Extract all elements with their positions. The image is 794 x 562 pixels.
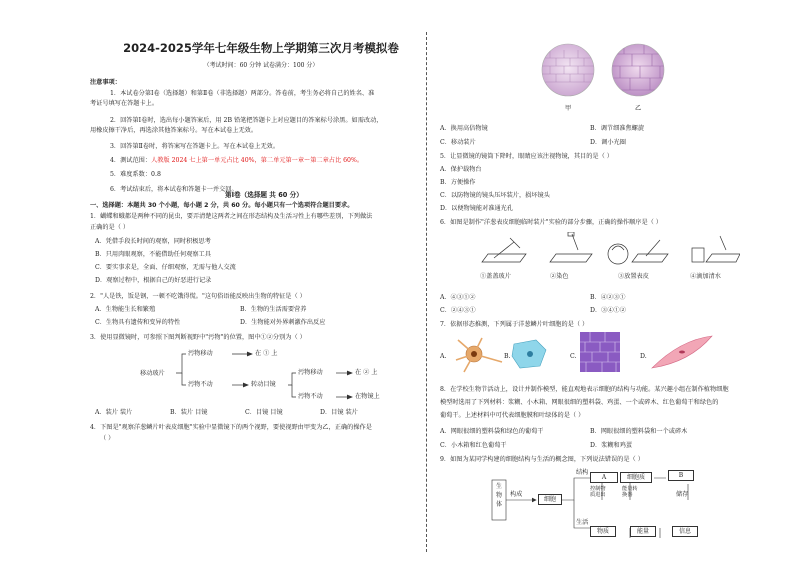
q8-stem-a: 8．在学校生物节活动上，设计并制作模型，能直观地表示细胞的结构与功能。某兴趣小组在制作植物细胞 xyxy=(440,386,729,393)
note-4-scope: 人教版 2024 七上第一单元占比 40%，第二单元第一章～第二章占比 60%。 xyxy=(151,157,364,164)
q7-option-b: B. xyxy=(504,353,511,360)
q1-option-a: A．凭借手段长时间的观察，同时积极思考 xyxy=(95,238,211,245)
q2-stem: 2．"人是铁，饭是钢，一顿不吃饿得慌。"这句俗语能反映出生物的特征是（ ） xyxy=(90,293,306,300)
q3-flow-result-3: 在物镜上 xyxy=(355,393,380,400)
q3-flow-still: 污物不动 xyxy=(188,381,213,388)
q3-option-d: D．目镜 装片 xyxy=(320,409,358,416)
q3-option-b: B．装片 目镜 xyxy=(170,409,208,416)
q9-matter: 物质 xyxy=(590,526,616,537)
q4-label-jia: 甲 xyxy=(565,105,572,112)
q7-onion-cells-image xyxy=(580,332,620,372)
q6-option-b: B．④②③① xyxy=(590,294,626,301)
q8-stem-c: 葡萄干。上述材料中可代表细胞膜和叶绿体的是（ ） xyxy=(440,412,585,419)
q9-power: 能量 xyxy=(630,526,656,537)
q9-node-b: B xyxy=(668,470,694,481)
q4-option-a: A．换用高倍物镜 xyxy=(440,125,488,132)
q5-option-a: A．保护载物台 xyxy=(440,166,482,173)
q7-option-a: A. xyxy=(440,353,447,360)
q6-label-4: ④滴加清水 xyxy=(690,273,721,280)
q2-option-a: A．生物能生长和繁殖 xyxy=(95,306,156,313)
q7-epithelial-image xyxy=(512,340,546,368)
q3-stem: 3．使用显微镜时，可参照下图判断视野中"污物"的位置，图中①②分别为（ ） xyxy=(90,334,306,341)
q2-option-b: B．生物的生活需要营养 xyxy=(240,306,307,313)
q3-flowchart xyxy=(140,345,380,405)
q9-constitute: 构成 xyxy=(510,491,523,498)
note-2b: 用橡皮擦干净后，再选涂其他答案标号。写在本试卷上无效。 xyxy=(90,127,258,134)
q4-option-d: D．调小光圈 xyxy=(590,139,626,146)
q6-stem: 6．如图是制作"洋葱表皮细胞临时装片"实验的部分步骤，正确的操作顺序是（ ） xyxy=(440,219,662,226)
q9-cell: 细胞 xyxy=(538,494,562,505)
q3-flow-result-1: 在 ① 上 xyxy=(255,350,278,357)
q1-stem-a: 1．蝴蝶和蛾都是两种不同的昆虫，要弄清楚这两者之间在形态结构及生活习性上有哪些差别，下列做法 xyxy=(90,213,373,220)
note-3: 3．回答第Ⅱ卷时，将答案写在答题卡上。写在本试卷上无效。 xyxy=(110,143,280,150)
q6-step-drawings xyxy=(480,232,740,272)
note-2a: 2．回答第Ⅰ卷时，选出每小题答案后，用 2B 铅笔把答题卡上对应题目的答案标号涂黑。如需改动， xyxy=(110,117,383,124)
q8-stem-b: 模型时选用了下列材料：浆糊、小木箱、网眼很细的塑料袋、鸡蛋、一个或碎木、红色葡萄干和绿色的 xyxy=(440,399,719,406)
q4-option-c: C．移动装片 xyxy=(440,139,476,146)
q3-option-c: C．目镜 目镜 xyxy=(245,409,283,416)
q6-option-a: A．④③①② xyxy=(440,294,476,301)
q9-energy: 能量转换器 xyxy=(622,486,638,498)
q3-flow-start: 移动玻片 xyxy=(140,370,165,377)
q9-node-membrane: 细胞质 xyxy=(620,472,652,483)
q2-option-c: C．生物具有遗传和变异的特性 xyxy=(95,319,181,326)
q5-stem: 5．让显微镜的镜筒下降时，眼睛应该注视物镜，其目的是（ ） xyxy=(440,153,613,160)
q5-option-d: D．以便物镜能对准通光孔 xyxy=(440,205,514,212)
note-1b: 考证号填写在答题卡上。 xyxy=(90,100,159,107)
notes-heading: 注意事项： xyxy=(90,79,121,86)
right-column xyxy=(440,0,765,562)
column-divider xyxy=(426,32,427,552)
q4-option-b: B．调节细准焦螺旋 xyxy=(590,125,645,132)
q9-node-a: A xyxy=(590,472,618,483)
q9-structure: 结构 xyxy=(576,469,589,476)
q9-control: 控制物质进出 xyxy=(590,486,606,498)
q7-neuron-image xyxy=(456,338,502,372)
exam-subtitle: （考试时间：60 分钟 试卷满分：100 分） xyxy=(203,62,319,69)
section1-instructions: 一、选择题：本题共 30 个小题，每小题 2 分，共 60 分。每小题只有一个选项符合题目要求。 xyxy=(90,202,354,209)
q1-option-d: D．观察过程中，根据自己的好恶进行记录 xyxy=(95,277,212,284)
q4-stem-a: 4．下图是"观察洋葱鳞片叶表皮细胞"实验中显微镜下的两个视野，要使视野由甲变为乙，正确的操作是 xyxy=(90,424,372,431)
q6-option-c: C．②④③① xyxy=(440,307,476,314)
q3-flow-rotate: 转动目镜 xyxy=(251,381,276,388)
q3-flow-still-2: 污物不动 xyxy=(298,393,323,400)
q3-option-a: A．装片 装片 xyxy=(95,409,133,416)
q7-stem: 7．依据形态推测，下列属于洋葱鳞片叶细胞的是（ ） xyxy=(440,321,589,328)
q7-muscle-cell-image xyxy=(652,336,712,368)
q9-info: 信息 xyxy=(672,526,698,537)
q6-option-d: D．③④①② xyxy=(590,307,626,314)
note-4 xyxy=(110,156,363,165)
q1-stem-b: 正确的是（ ） xyxy=(90,224,130,231)
q5-option-b: B．方便操作 xyxy=(440,179,476,186)
note-6: 6．考试结束后，将本试卷和答题卡一并交回。 xyxy=(110,186,238,193)
q7-option-c: C. xyxy=(570,353,577,360)
q9-organism: 生物体 xyxy=(493,482,505,509)
q1-option-c: C．要实事求是，全面、仔细观察，无需与他人交流 xyxy=(95,264,236,271)
q8-option-d: D．浆糊和鸡蛋 xyxy=(590,442,633,449)
q9-life: 生活 xyxy=(576,519,589,526)
q7-option-d: D. xyxy=(640,353,647,360)
q4-label-yi: 乙 xyxy=(635,105,642,112)
q2-option-d: D．生物能对外界刺激作出反应 xyxy=(240,319,326,326)
note-4-prefix: 4．测试范围： xyxy=(110,157,152,164)
q9-store: 储存 xyxy=(676,491,689,498)
note-5: 5．难度系数：0.8 xyxy=(110,171,161,178)
q8-option-c: C．小木箱和红色葡萄干 xyxy=(440,442,507,449)
q7-cell-images xyxy=(450,332,750,376)
exam-title: 2024-2025学年七年级生物上学期第三次月考模拟卷 xyxy=(123,41,399,55)
q5-option-c: C．以防物镜的镜头压坏装片，损坏镜头 xyxy=(440,192,550,199)
section1-heading: 第Ⅰ卷（选择题 共 60 分） xyxy=(225,191,303,199)
q6-label-1: ①盖盖玻片 xyxy=(480,273,511,280)
q3-flow-move: 污物移动 xyxy=(188,350,213,357)
q9-stem: 9．如图为某同学构建的细胞结构与生活的概念图，下列说法错误的是（ ） xyxy=(440,456,644,463)
note-1a: 1．本试卷分第Ⅰ卷（选择题）和第Ⅱ卷（非选择题）两部分。答卷前，考生务必将自己的姓名、准 xyxy=(110,90,375,97)
q4-stem-b: （ ） xyxy=(100,435,115,442)
q9-concept-map xyxy=(490,468,710,554)
q4-microscope-views xyxy=(540,42,680,104)
q6-label-2: ②染色 xyxy=(550,273,569,280)
q1-option-b: B．只用肉眼观察，不能借助任何观察工具 xyxy=(95,251,211,258)
q6-label-3: ③放置表皮 xyxy=(618,273,649,280)
left-column xyxy=(70,0,420,562)
q8-option-a: A．网眼很细的塑料袋和绿色的葡萄干 xyxy=(440,428,544,435)
q3-flow-move-2: 污物移动 xyxy=(298,369,323,376)
q8-option-b: B．网眼很细的塑料袋和一个或碎木 xyxy=(590,428,688,435)
q3-flow-result-2: 在 ② 上 xyxy=(355,369,378,376)
